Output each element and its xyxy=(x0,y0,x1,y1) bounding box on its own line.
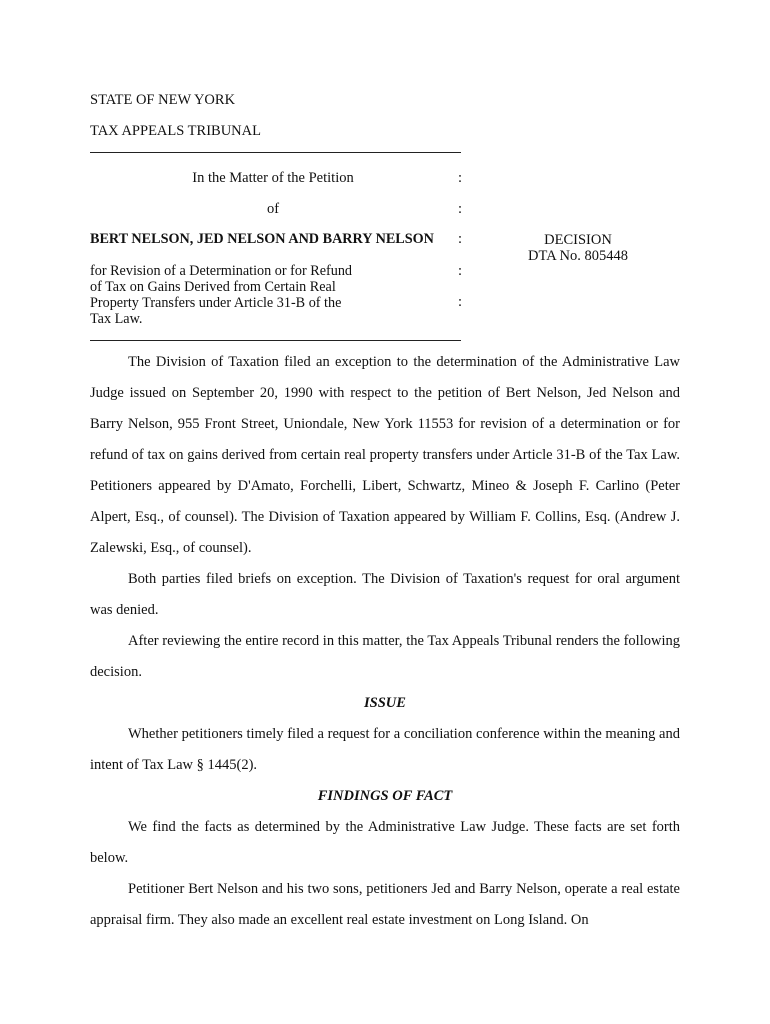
paragraph: We find the facts as determined by the Administrative Law Judge. These facts are set forth below. xyxy=(90,819,680,866)
decision-label: DECISION xyxy=(544,232,612,248)
paragraph: Petitioner Bert Nelson and his two sons, petitioners Jed and Barry Nelson, operate a real estate appraisal firm. They also made an excellent real estate investment on Long Island. On xyxy=(90,881,680,928)
paragraph: The Division of Taxation filed an exception to the determination of the Administrative Law Judge issued on September 20, 1990 with respect to the petition of Bert Nelson, Jed Nelson and Barry Nelson, 955 Front Street, Uniondale, New York 11553 for revision of a determination or for refund of tax on gains derived from certain real property transfers under Article 31-B of the Tax Law. Petitioners appeared by D'Amato, Forchelli, Libert, Schwartz, Mineo & Joseph F. Carlino (Peter Alpert, Esq., of counsel). The Division of Taxation appeared by William F. Collins, Esq. (Andrew J. Zalewski, Esq., of counsel). xyxy=(90,354,680,556)
caption-of-row xyxy=(90,200,470,218)
caption-matter-row xyxy=(90,169,470,187)
caption-purpose xyxy=(90,263,390,327)
caption-colon: : xyxy=(458,231,463,247)
caption-top-rule xyxy=(90,152,461,153)
caption-purpose-line: for Revision of a Determination or for Refund xyxy=(90,263,353,279)
decision-number: DTA No. 805448 xyxy=(528,248,628,264)
caption-colon: : xyxy=(458,201,463,217)
caption-colon: : xyxy=(458,263,463,279)
decision-block xyxy=(500,232,656,264)
decision-body xyxy=(90,347,680,936)
caption-matter: In the Matter of the Petition xyxy=(192,170,354,186)
paragraph: After reviewing the entire record in this matter, the Tax Appeals Tribunal renders the following decision. xyxy=(90,633,680,680)
caption-purpose-line: of Tax on Gains Derived from Certain Real xyxy=(90,279,336,295)
caption-petitioners-row xyxy=(90,230,470,248)
caption-of: of xyxy=(266,201,280,217)
paragraph: Both parties filed briefs on exception. The Division of Taxation's request for oral argument was denied. xyxy=(90,571,680,618)
caption-purpose-line: Property Transfers under Article 31-B of the xyxy=(90,295,342,311)
state-header: STATE OF NEW YORK xyxy=(90,92,236,108)
caption-colon: : xyxy=(458,294,463,310)
caption-bottom-rule xyxy=(90,340,461,341)
caption-petitioners: BERT NELSON, JED NELSON AND BARRY NELSON xyxy=(90,231,434,247)
paragraph: Whether petitioners timely filed a request for a conciliation conference within the meaning and intent of Tax Law § 1445(2). xyxy=(90,726,680,773)
section-heading-issue: ISSUE xyxy=(364,695,406,711)
tribunal-header: TAX APPEALS TRIBUNAL xyxy=(90,123,261,139)
section-heading-findings: FINDINGS OF FACT xyxy=(317,788,453,804)
caption-purpose-line: Tax Law. xyxy=(90,311,143,327)
caption-colon: : xyxy=(458,170,463,186)
